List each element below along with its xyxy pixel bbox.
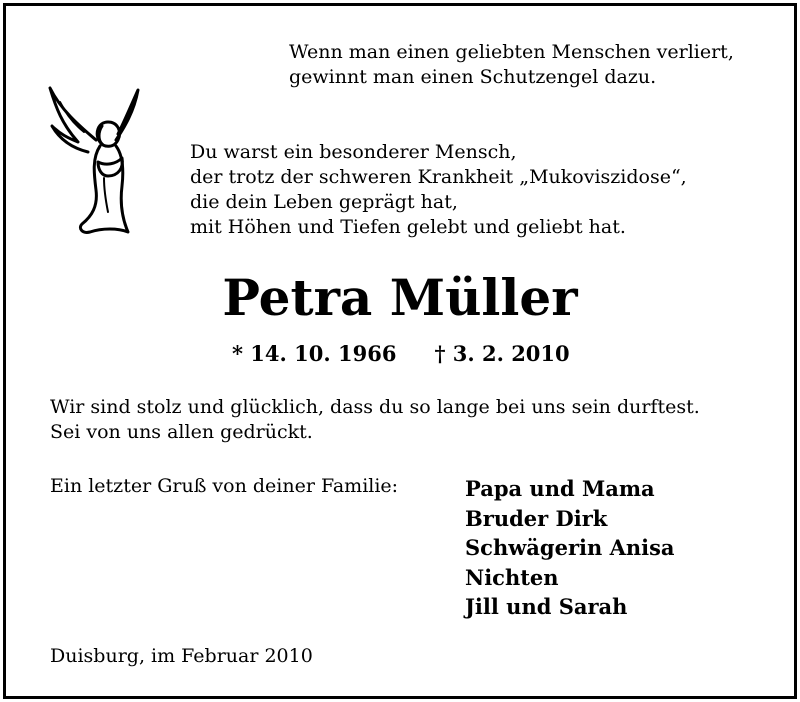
death-date: † 3. 2. 2010 xyxy=(434,341,570,366)
family-greeting: Ein letzter Gruß von deiner Familie: xyxy=(50,475,399,497)
tribute-line: mit Höhen und Tiefen gelebt und geliebt hat. xyxy=(190,216,626,238)
signer: Schwägerin Anisa xyxy=(465,535,675,560)
angel-icon xyxy=(38,78,148,238)
tribute-line: die dein Leben geprägt hat, xyxy=(190,191,458,213)
signers-list xyxy=(465,474,675,622)
life-dates xyxy=(232,340,570,368)
quote-line: gewinnt man einen Schutzengel dazu. xyxy=(289,66,657,88)
message-line: Wir sind stolz und glücklich, dass du so lange bei uns sein durftest. xyxy=(50,396,700,418)
tribute-block xyxy=(190,140,687,240)
tribute-line: Du warst ein besonderer Mensch, xyxy=(190,141,517,163)
quote-line: Wenn man einen geliebten Menschen verliert, xyxy=(289,41,734,63)
signer: Bruder Dirk xyxy=(465,505,608,531)
message-line: Sei von uns allen gedrückt. xyxy=(50,421,313,443)
place-date: Duisburg, im Februar 2010 xyxy=(50,645,313,667)
signer: Papa und Mama xyxy=(465,476,655,501)
quote-block xyxy=(289,40,734,90)
deceased-name: Petra Müller xyxy=(222,268,578,327)
signer: Jill und Sarah xyxy=(465,594,628,619)
birth-date: * 14. 10. 1966 xyxy=(232,341,397,366)
tribute-line: der trotz der schweren Krankheit „Mukoviszidose“, xyxy=(190,166,687,188)
signer: Nichten xyxy=(465,564,559,590)
message-block xyxy=(50,395,700,445)
